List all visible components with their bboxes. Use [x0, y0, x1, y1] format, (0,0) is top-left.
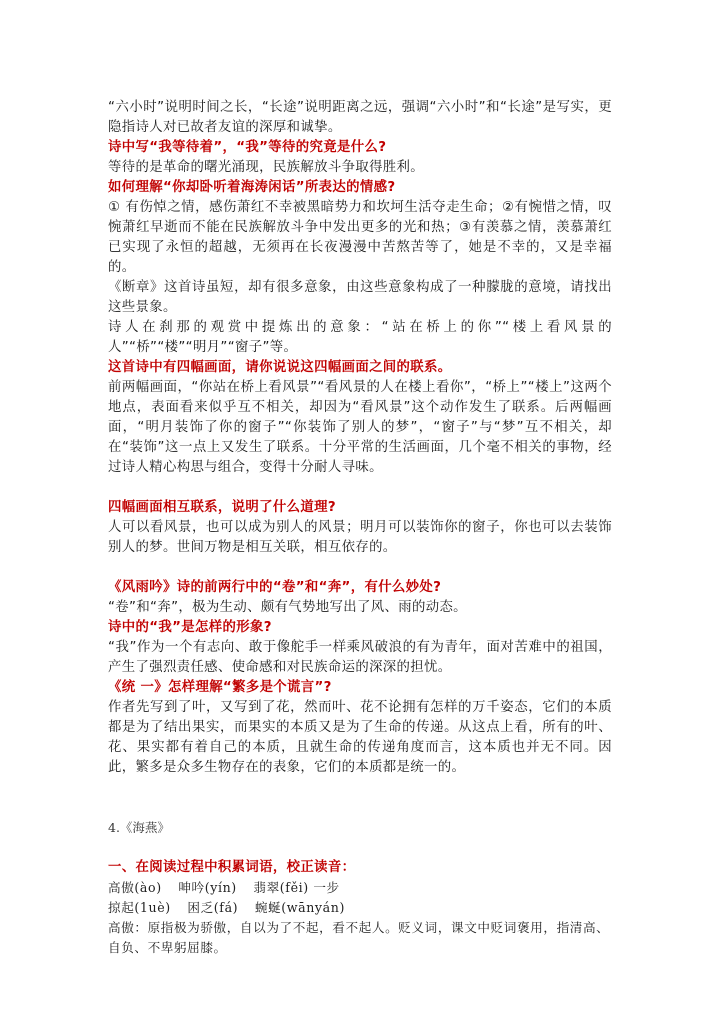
pinyin-item: 呻吟(yín) [178, 880, 237, 895]
question-heading: 一、在阅读过程中积累词语，校正读音： [108, 860, 356, 875]
spacer [108, 558, 612, 578]
paragraph: 《断章》这首诗虽短，却有很多意象，由这些意象构成了一种朦胧的意境，请找出这些景象。 [108, 280, 612, 315]
section-title: 4.《海燕》 [108, 820, 170, 835]
spacer [108, 798, 612, 818]
answer-paragraph: 作者先写到了叶，又写到了花，然而叶、花不论拥有怎样的万千姿态，它们的本质都是为了结出果实，而果实的本质又是为了生命的传递。从这点上看，所有的叶、花、果实都有着自己的本质，且就生命的传递角度而言，这本质也并无不同。因此，繁多是众多生物存在的表象，它们的本质都是统一的。 [108, 700, 612, 775]
pinyin-item: 翡翠(fěi) 一步 [253, 880, 340, 895]
answer-paragraph: 前两幅画面，“你站在桥上看风景”“看风景的人在楼上看你”，“桥上”“楼上”这两个地点，表面看来似乎互不相关，却因为“看风景”这个动作发生了联系。后两幅画面，“明月装饰了你的窗子”“你装饰了别人的梦”，“窗子”与“梦”互不相关，却在“装饰”这一点上又发生了联系。十分平常的生活画面，几个毫不相关的事物，经过诗人精心构思与组合，变得十分耐人寻味。 [108, 380, 612, 475]
paragraph: 诗人在刹那的观赏中提炼出的意象：“站在桥上的你”“楼上看风景的人”“桥”“楼”“明月”“窗子”等。 [108, 320, 612, 355]
document-page [108, 98, 612, 958]
pinyin-line [108, 898, 612, 918]
answer-paragraph: ① 有伤悼之情，感伤萧红不幸被黑暗势力和坎坷生活夺走生命；②有惋惜之情，叹惋萧红早逝而不能在民族解放斗争中发出更多的光和热；③有羡慕之情，羡慕萧红已实现了永恒的超越，无须再在长夜漫漫中苦熬苦等了，她是不幸的，又是幸福的。 [108, 200, 612, 275]
question-heading: 四幅画面相互联系，说明了什么道理? [108, 500, 336, 515]
answer-paragraph: 等待的是革命的曙光涌现，民族解放斗争取得胜利。 [108, 160, 425, 175]
pinyin-item: 蜿蜒(wānyán) [254, 900, 345, 915]
question-heading: 诗中的“我”是怎样的形象? [108, 620, 272, 635]
question-heading: 《统 一》怎样理解“繁多是个谎言”? [108, 680, 332, 695]
spacer [108, 838, 612, 858]
question-heading: 《风雨吟》诗的前两行中的“卷”和“奔”，有什么妙处? [108, 580, 442, 595]
question-heading: 诗中写“我等待着”，“我”等待的究竟是什么? [108, 140, 387, 155]
pinyin-item: 高傲(ào) [108, 880, 162, 895]
spacer [108, 478, 612, 498]
answer-paragraph: “我”作为一个有志向、敢于像舵手一样乘风破浪的有为青年，面对苦难中的祖国，产生了强烈责任感、使命感和对民族命运的深深的担忧。 [108, 640, 612, 675]
answer-paragraph: 人可以看风景，也可以成为别人的风景；明月可以装饰你的窗子，你也可以去装饰别人的梦。世间万物是相互关联，相互依存的。 [108, 520, 612, 555]
pinyin-item: 困乏(fá) [187, 900, 239, 915]
pinyin-item: 掠起(1uè) [108, 900, 171, 915]
question-heading: 如何理解“你却卧听着海涛闲话”所表达的情感? [108, 180, 396, 195]
definition-paragraph: 高傲：原指极为骄傲，自以为了不起，看不起人。贬义词，课文中贬词褒用，指清高、自负、不卑躬屈膝。 [108, 920, 610, 955]
answer-paragraph: “卷”和“奔”，极为生动、颇有气势地写出了风、雨的动态。 [108, 600, 467, 615]
question-heading: 这首诗中有四幅画面，请你说说这四幅画面之间的联系。 [108, 360, 452, 375]
pinyin-line [108, 878, 612, 898]
spacer [108, 778, 612, 798]
paragraph: “六小时”说明时间之长，“长途”说明距离之远，强调“六小时”和“长途”是写实，更隐指诗人对已故者友谊的深厚和诚挚。 [108, 100, 612, 135]
